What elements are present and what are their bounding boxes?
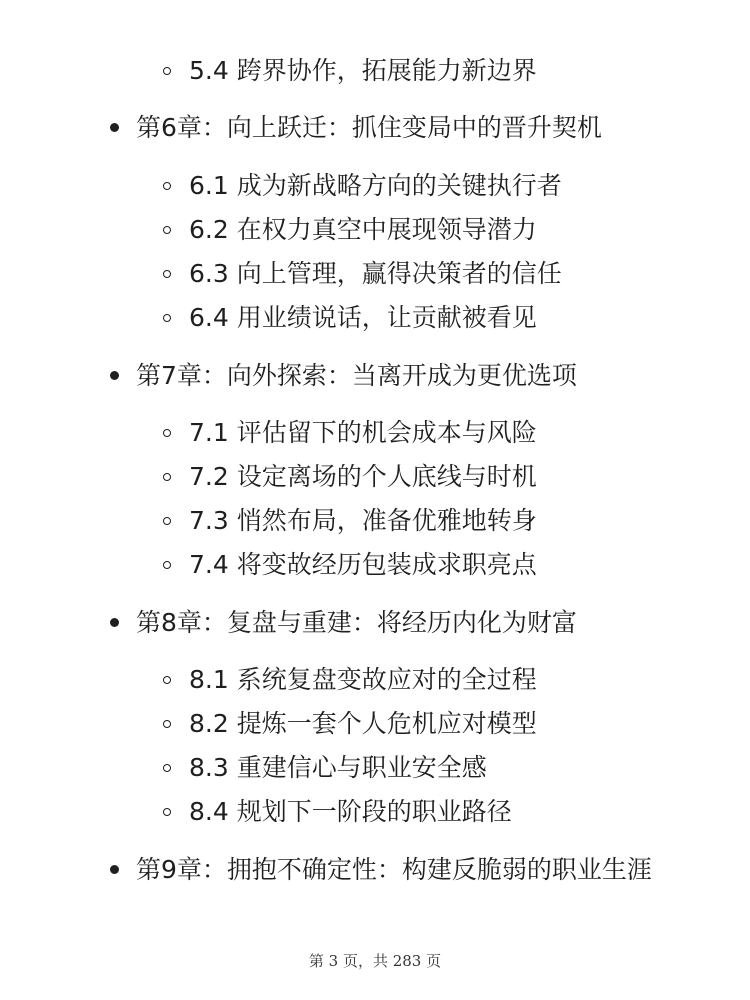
toc-section-label: 5.4 跨界协作，拓展能力新边界 (189, 56, 537, 85)
page-indicator: 第 3 页，共 283 页 (308, 952, 442, 970)
toc-section-5-4 (189, 53, 537, 89)
hollow-bullet-icon (163, 182, 171, 190)
toc-section-label: 8.1 系统复盘变故应对的全过程 (189, 665, 537, 694)
toc-section-7-2 (189, 459, 537, 495)
toc-section-8-4 (189, 794, 512, 830)
toc-section-8-3 (189, 750, 487, 786)
toc-section-label: 7.1 评估留下的机会成本与风险 (189, 418, 537, 447)
toc-chapter-7 (136, 358, 577, 394)
hollow-bullet-icon (163, 429, 171, 437)
hollow-bullet-icon (163, 270, 171, 278)
toc-chapter-8 (136, 605, 577, 641)
toc-section-6-3 (189, 256, 562, 292)
toc-chapter-9 (136, 852, 696, 888)
hollow-bullet-icon (163, 473, 171, 481)
filled-bullet-icon (110, 618, 119, 627)
hollow-bullet-icon (163, 676, 171, 684)
toc-chapter-label: 第9章：拥抱不确定性：构建反脆弱的职业生涯 (136, 855, 652, 884)
filled-bullet-icon (110, 123, 119, 132)
toc-section-label: 7.3 悄然布局，准备优雅地转身 (189, 506, 537, 535)
toc-section-label: 7.4 将变故经历包装成求职亮点 (189, 550, 537, 579)
toc-section-label: 6.2 在权力真空中展现领导潜力 (189, 215, 537, 244)
hollow-bullet-icon (163, 764, 171, 772)
filled-bullet-icon (110, 865, 119, 874)
hollow-bullet-icon (163, 720, 171, 728)
toc-section-7-3 (189, 503, 537, 539)
toc-section-label: 6.4 用业绩说话，让贡献被看见 (189, 303, 537, 332)
hollow-bullet-icon (163, 67, 171, 75)
toc-section-8-1 (189, 662, 537, 698)
hollow-bullet-icon (163, 561, 171, 569)
toc-section-label: 7.2 设定离场的个人底线与时机 (189, 462, 537, 491)
toc-section-label: 8.2 提炼一套个人危机应对模型 (189, 709, 537, 738)
toc-section-label: 8.3 重建信心与职业安全感 (189, 753, 487, 782)
hollow-bullet-icon (163, 517, 171, 525)
filled-bullet-icon (110, 371, 119, 380)
toc-section-label: 6.1 成为新战略方向的关键执行者 (189, 171, 562, 200)
hollow-bullet-icon (163, 226, 171, 234)
toc-chapter-6 (136, 110, 602, 146)
toc-section-label: 6.3 向上管理，赢得决策者的信任 (189, 259, 562, 288)
hollow-bullet-icon (163, 808, 171, 816)
toc-chapter-label: 第7章：向外探索：当离开成为更优选项 (136, 361, 577, 390)
toc-section-6-2 (189, 212, 537, 248)
toc-section-7-4 (189, 547, 537, 583)
toc-section-label: 8.4 规划下一阶段的职业路径 (189, 797, 512, 826)
toc-section-8-2 (189, 706, 537, 742)
hollow-bullet-icon (163, 314, 171, 322)
toc-chapter-label: 第6章：向上跃迁：抓住变局中的晋升契机 (136, 113, 602, 142)
toc-section-7-1 (189, 415, 537, 451)
toc-section-6-1 (189, 168, 562, 204)
toc-section-6-4 (189, 300, 537, 336)
toc-chapter-label: 第8章：复盘与重建：将经历内化为财富 (136, 608, 577, 637)
